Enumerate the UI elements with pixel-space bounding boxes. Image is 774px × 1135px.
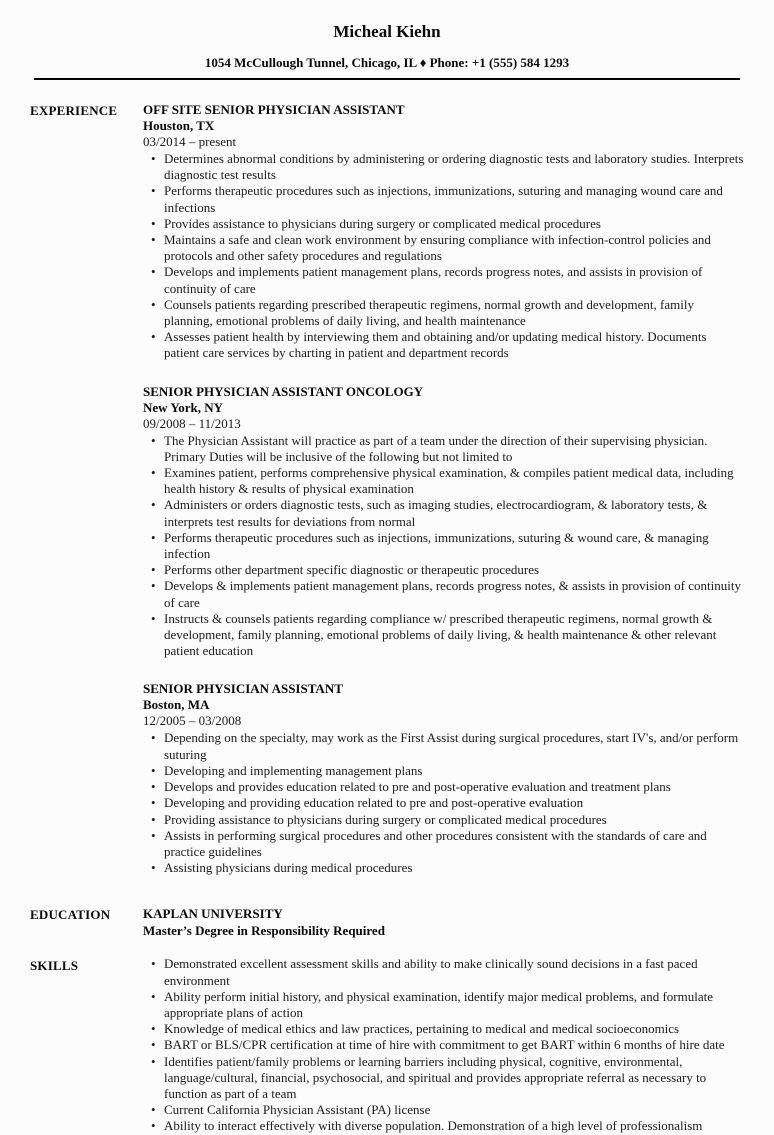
bullet-item: • Performs other department specific diagnostic or therapeutic procedures bbox=[143, 562, 744, 578]
skills-bullet-list bbox=[143, 956, 744, 1134]
experience-section-label: EXPERIENCE bbox=[30, 103, 118, 118]
bullet-item: • Provides assistance to physicians during surgery or complicated medical procedures bbox=[143, 216, 744, 232]
job-bullet-list bbox=[143, 730, 744, 876]
job-title: SENIOR PHYSICIAN ASSISTANT bbox=[143, 681, 343, 697]
bullet-item: • Performs therapeutic procedures such as injections, immunizations, suturing and managing wound care and infections bbox=[143, 183, 744, 215]
bullet-item: • Identifies patient/family problems or learning barriers including physical, cognitive, environmental, language/cultural, financial, psychosocial, and spiritual and provides appropriate referral as necessary to function as part of a team bbox=[143, 1054, 744, 1103]
job-dates: 12/2005 – 03/2008 bbox=[143, 713, 242, 729]
bullet-item: • Ability perform initial history, and physical examination, identify major medical problems, and formulate appropriate plans of action bbox=[143, 989, 744, 1021]
education-degree: Master’s Degree in Responsibility Required bbox=[143, 923, 385, 939]
bullet-item: • The Physician Assistant will practice as part of a team under the direction of their supervising physician. Primary Duties will be inclusive of the following but not limited to bbox=[143, 433, 744, 465]
bullet-item: • Maintains a safe and clean work environment by ensuring compliance with infection-control policies and protocols and other safety procedures and regulations bbox=[143, 232, 744, 264]
job-location: New York, NY bbox=[143, 399, 224, 415]
skills-section-label: SKILLS bbox=[30, 958, 79, 974]
job-entry-1 bbox=[143, 101, 744, 362]
job-location: Houston, TX bbox=[143, 118, 215, 133]
bullet-item: • Develops and implements patient management plans, records progress notes, and assists in provision of continuity of care bbox=[143, 264, 744, 296]
bullet-item: • Develops & implements patient management plans, records progress notes, & assists in provision of continuity of care bbox=[143, 578, 744, 610]
bullet-item: • Administers or orders diagnostic tests, such as imaging studies, electrocardiogram, & laboratory tests, & interprets test results for deviations from normal bbox=[143, 497, 744, 529]
bullet-item: • Ability to interact effectively with diverse population. Demonstration of a high level of professionalism bbox=[143, 1118, 744, 1134]
header-divider bbox=[34, 78, 740, 80]
bullet-item: • Providing assistance to physicians during surgery or complicated medical procedures bbox=[143, 812, 744, 828]
bullet-item: • Developing and providing education related to pre and post-operative evaluation bbox=[143, 795, 744, 811]
section-education bbox=[30, 905, 744, 939]
section-skills bbox=[30, 956, 744, 1134]
job-bullet-list bbox=[143, 433, 744, 660]
bullet-item: • Demonstrated excellent assessment skills and ability to make clinically sound decisions in a fast paced environment bbox=[143, 956, 744, 988]
job-title: SENIOR PHYSICIAN ASSISTANT ONCOLOGY bbox=[143, 383, 424, 399]
education-school: KAPLAN UNIVERSITY bbox=[143, 906, 283, 922]
bullet-item: • Instructs & counsels patients regarding compliance w/ prescribed therapeutic regimens, normal growth & development, family planning, emotional problems of daily living, & health maintenance & other relevant patient education bbox=[143, 611, 744, 660]
contact-line: 1054 McCullough Tunnel, Chicago, IL ♦ Phone: +1 (555) 584 1293 bbox=[204, 55, 570, 70]
education-content bbox=[143, 905, 744, 939]
education-section-label: EDUCATION bbox=[30, 907, 111, 923]
job-entry-2 bbox=[143, 383, 744, 660]
bullet-item: • Assisting physicians during medical procedures bbox=[143, 860, 744, 876]
bullet-item: • Current California Physician Assistant (PA) license bbox=[143, 1102, 744, 1118]
bullet-item: • Depending on the specialty, may work as the First Assist during surgical procedures, start IV's, and/or perform suturing bbox=[143, 730, 744, 762]
skills-content bbox=[143, 956, 744, 1134]
bullet-item: • Determines abnormal conditions by administering or ordering diagnostic tests and laboratory studies. Interprets diagnostic test results bbox=[143, 151, 744, 183]
job-bullet-list bbox=[143, 151, 744, 362]
section-experience bbox=[30, 101, 744, 876]
bullet-item: • Assists in performing surgical procedures and other procedures consistent with the standards of care and practice guidelines bbox=[143, 828, 744, 860]
bullet-item: • Knowledge of medical ethics and law practices, pertaining to medical and medical socioeconomics bbox=[143, 1021, 744, 1037]
job-entry-3 bbox=[143, 680, 744, 876]
bullet-item: • Develops and provides education related to pre and post-operative evaluation and treatment plans bbox=[143, 779, 744, 795]
bullet-item: • Examines patient, performs comprehensive physical examination, & compiles patient medical data, including health history & results of physical examination bbox=[143, 465, 744, 497]
resume-header bbox=[30, 20, 744, 80]
job-dates: 09/2008 – 11/2013 bbox=[143, 415, 241, 431]
bullet-item: • Counsels patients regarding prescribed therapeutic regimens, normal growth and development, family planning, emotional problems of daily living, and health maintenance bbox=[143, 297, 744, 329]
candidate-name: Micheal Kiehn bbox=[333, 22, 441, 41]
bullet-item: • Developing and implementing management plans bbox=[143, 763, 744, 779]
resume-body bbox=[30, 101, 744, 1135]
bullet-item: • BART or BLS/CPR certification at time of hire with commitment to get BART within 6 months of hire date bbox=[143, 1037, 744, 1053]
experience-content bbox=[143, 101, 744, 876]
job-title: OFF SITE SENIOR PHYSICIAN ASSISTANT bbox=[143, 102, 405, 117]
bullet-item: • Performs therapeutic procedures such as injections, immunizations, suturing & wound care, & managing infection bbox=[143, 530, 744, 562]
job-location: Boston, MA bbox=[143, 697, 210, 713]
job-dates: 03/2014 – present bbox=[143, 134, 237, 149]
bullet-item: • Assesses patient health by interviewing them and obtaining and/or updating medical history. Documents patient care services by charting in patient and department records bbox=[143, 329, 744, 361]
